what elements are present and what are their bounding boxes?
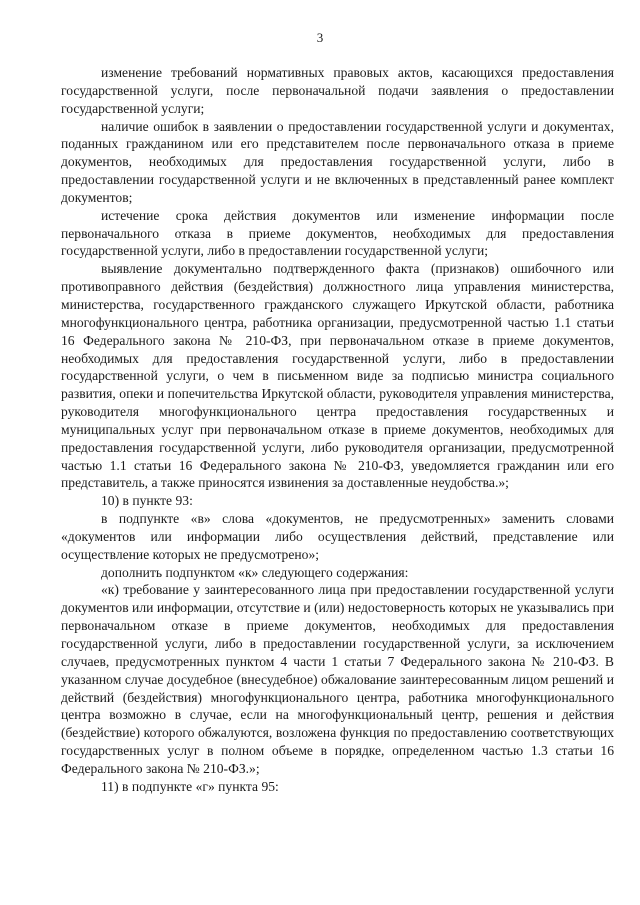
paragraph: наличие ошибок в заявлении о предоставлении государственной услуги и документах, поданных гражданином или его представителем после первоначального отказа в приеме документов, необходимых для предоставления государственной услуги, либо в предоставлении государственной услуги и не включенных в представленный ранее комплект документов; bbox=[61, 118, 614, 205]
paragraph: изменение требований нормативных правовых актов, касающихся предоставления государственной услуги, после первоначальной подачи заявления о предоставлении государственной услуги; bbox=[61, 65, 614, 116]
paragraph: «к) требование у заинтересованного лица при предоставлении государственной услуги документов или информации, отсутствие и (или) недостоверность которых не указывались при первоначальном отказе в приеме документов, необходимых для предоставления государственной услуги, либо в предоставлении государственной услуги, за исключением случаев, предусмотренных пунктом 4 части 1 статьи 7 Федерального закона № 210-ФЗ. В указанном случае досудебное (внесудебное) обжалование заинтересованным лицом решений и действий (бездействия) многофункционального центра, работника многофункционального центра возможно в случае, если на многофункциональный центр, решения и действия (бездействие) которого обжалуются, возложена функция по предоставлению соответствующих государственных услуг в полном объеме в порядке, определенном частью 1.3 статьи 16 Федерального закона № 210-ФЗ.»; bbox=[61, 582, 614, 776]
paragraph: выявление документально подтвержденного факта (признаков) ошибочного или противоправного действия (бездействия) должностного лица управления министерства, министерства, государственного гражданского служащего Иркутской области, работника многофункционального центра, работника организации, предусмотренной частью 1.1 статьи 16 Федерального закона № 210-ФЗ, при первоначальном отказе в приеме документов, необходимых для предоставления государственной услуги, либо в предоставлении государственной услуги, о чем в письменном виде за подписью министра социального развития, опеки и попечительства Иркутской области, руководителя управления министерства, руководителя многофункционального центра предоставления государственных и муниципальных услуг при первоначальном отказе в приеме документов, необходимых для предоставления государственной услуги, либо руководителя организации, предусмотренной частью 1.1 статьи 16 Федерального закона № 210-ФЗ, уведомляется гражданин или его представитель, а также приносятся извинения за доставленные неудобства.»; bbox=[61, 261, 614, 491]
page-number: 3 bbox=[316, 30, 324, 45]
document-body bbox=[61, 64, 614, 796]
paragraph: в подпункте «в» слова «документов, не предусмотренных» заменить словами «документов или информации либо осуществления действий, представление или осуществление которых не предусмотрено»; bbox=[61, 511, 614, 562]
paragraph: 10) в пункте 93: bbox=[101, 493, 193, 509]
paragraph: 11) в подпункте «г» пункта 95: bbox=[101, 778, 279, 794]
paragraph: истечение срока действия документов или изменение информации после первоначального отказа в приеме документов, необходимых для предоставления государственной услуги, либо в предоставлении государственной услуги; bbox=[61, 207, 614, 259]
paragraph: дополнить подпунктом «к» следующего содержания: bbox=[101, 564, 409, 580]
